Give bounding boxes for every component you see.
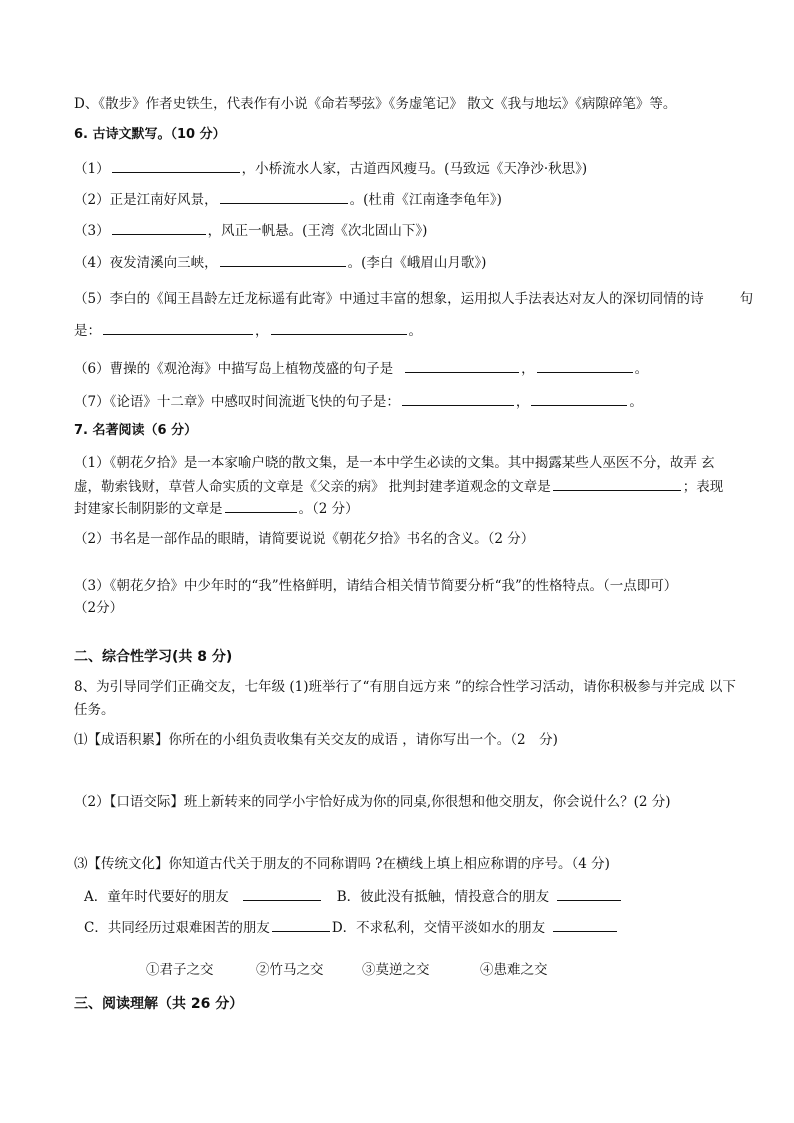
question-7-title: 7. 名著阅读（6 分） xyxy=(74,423,198,438)
answer-blank[interactable] xyxy=(531,391,627,406)
question-8-3: ⑶【传统文化】你知道古代关于朋友的不同称谓吗 ?在横线上填上相应称谓的序号。（4 分) xyxy=(74,856,610,872)
question-6-2: （2）正是江南好风景， 。(杜甫《江南逢李龟年》) xyxy=(74,189,502,210)
question-6-3: （3） ，风正一帆悬。(王湾《次北固山下》) xyxy=(74,220,427,241)
question-7-2: （2）书名是一部作品的眼睛，请简要说说《朝花夕拾》书名的含义。（2 分） xyxy=(74,531,535,547)
answer-blank[interactable] xyxy=(537,358,633,373)
answer-blank[interactable] xyxy=(112,158,240,173)
question-7-3-line2: （2分） xyxy=(74,600,124,616)
question-8-line2: 任务。 xyxy=(74,702,115,718)
answer-blank[interactable] xyxy=(405,358,519,373)
question-6-5-answer: 是： ， 。 xyxy=(74,320,422,341)
question-7-1-line3: 封建家长制阴影的文章是 。（2 分） xyxy=(74,498,359,519)
question-7-1: （1）《朝花夕拾》是一本家喻户晓的散文集，是一本中学生必读的文集。其中揭露某些人巫医不分，故弄 玄 xyxy=(74,455,715,471)
question-6-title: 6. 古诗文默写。（10 分） xyxy=(74,127,226,142)
answer-blank[interactable] xyxy=(220,252,346,267)
option-d-text: D、《散步》作者史铁生，代表作有小说《命若琴弦》《务虚笔记》 散文《我与地坛》《病隙碎笔》等。 xyxy=(74,96,677,112)
choice-3: ③莫逆之交 xyxy=(362,962,430,978)
answer-blank[interactable] xyxy=(225,498,297,513)
section-2-title: 二、综合性学习(共 8 分) xyxy=(74,649,233,665)
question-6-7: （7）《论语》十二章》中感叹时间流逝飞快的句子是： ， 。 xyxy=(74,391,643,412)
question-8-2: （2）【口语交际】班上新转来的同学小宇恰好成为你的同桌,你很想和他交朋友，你会说什么？(2 分) xyxy=(74,794,671,810)
answer-blank[interactable] xyxy=(103,320,253,335)
answer-blank[interactable] xyxy=(243,886,321,901)
section-3-title: 三、阅读理解（共 26 分） xyxy=(74,996,244,1012)
question-8-1: ⑴【成语积累】你所在的小组负责收集有关交友的成语 ，请你写出一个。（2 分) xyxy=(74,732,558,748)
answer-blank[interactable] xyxy=(402,391,514,406)
answer-blank[interactable] xyxy=(112,220,206,235)
question-6-6: （6）曹操的《观沧海》中描写岛上植物茂盛的句子是 ， 。 xyxy=(74,358,648,379)
question-7-1-line2: 虚，勒索钱财，草菅人命实质的文章是《父亲的病》 批判封建孝道观念的文章是 ；表现 xyxy=(74,476,723,497)
choice-4: ④患难之交 xyxy=(480,962,548,978)
question-7-3: （3）《朝花夕拾》中少年时的“我”性格鲜明，请结合相关情节简要分析“我”的性格特点。（一点即可） xyxy=(74,578,678,594)
question-6-1: （1） ，小桥流水人家，古道西风瘦马。(马致远《天净沙·秋思》) xyxy=(74,158,587,179)
option-row-cd: C．共同经历过艰难困苦的朋友 D．不求私利，交情平淡如水的朋友 xyxy=(84,917,619,938)
option-row-ab: A．童年时代要好的朋友 B．彼此没有抵触，情投意合的朋友 xyxy=(84,886,623,907)
answer-blank[interactable] xyxy=(553,476,681,491)
question-6-5: （5）李白的《闻王昌龄左迁龙标遥有此寄》中通过丰富的想象，运用拟人手法表达对友人的深切同情的诗 句 xyxy=(74,291,754,307)
answer-blank[interactable] xyxy=(557,886,621,901)
answer-blank[interactable] xyxy=(553,917,617,932)
answer-blank[interactable] xyxy=(220,189,348,204)
choice-2: ②竹马之交 xyxy=(256,962,324,978)
question-8: 8、为引导同学们正确交友，七年级 (1)班举行了“有朋自远方来 ”的综合性学习活动，请你积极参与并完成 以下 xyxy=(74,679,736,695)
question-6-4: （4）夜发清溪向三峡， 。(李白《峨眉山月歌》) xyxy=(74,252,486,273)
answer-blank[interactable] xyxy=(271,320,407,335)
choice-1: ①君子之交 xyxy=(146,962,214,978)
answer-blank[interactable] xyxy=(272,917,330,932)
